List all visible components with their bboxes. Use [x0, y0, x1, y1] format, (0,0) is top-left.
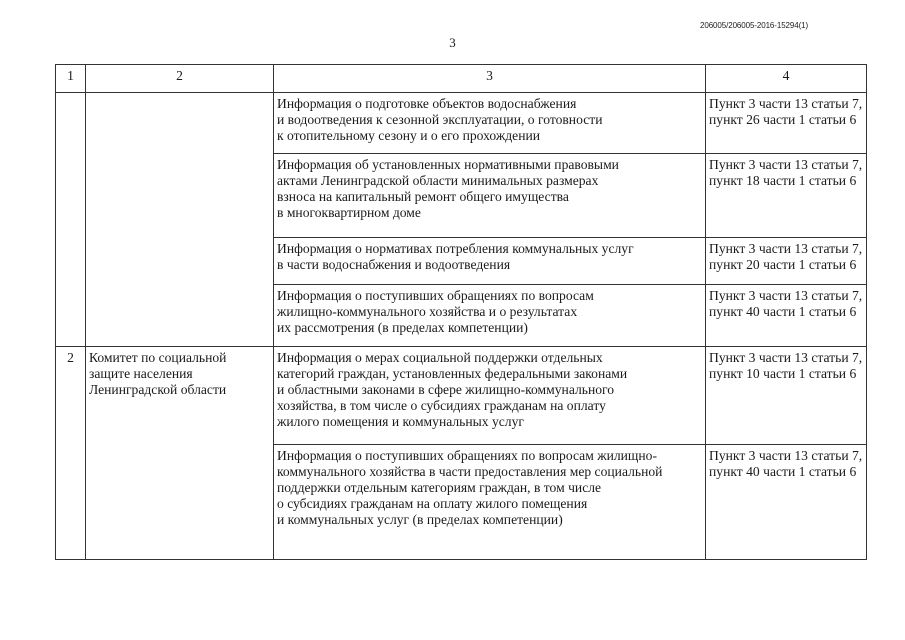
- header-cell-1: 1: [56, 65, 86, 93]
- header-cell-2: 2: [86, 65, 274, 93]
- basis-cell: Пункт 3 части 13 статьи 7, пункт 20 части 1 статьи 6: [706, 238, 867, 285]
- table-row: [56, 347, 867, 445]
- basis-cell: Пункт 3 части 13 статьи 7, пункт 40 части 1 статьи 6: [706, 445, 867, 560]
- committee-cell: [86, 93, 274, 347]
- committee-cell: Комитет по социальной защите населения Ленинградской области: [86, 347, 274, 560]
- basis-cell: Пункт 3 части 13 статьи 7, пункт 26 части 1 статьи 6: [706, 93, 867, 154]
- row-number-cell: [56, 93, 86, 347]
- document-id: 206005/206005-2016-15294(1): [700, 21, 809, 30]
- info-cell: Информация о поступивших обращениях по вопросам жилищно- коммунального хозяйства в части предоставления мер социальной поддержки отдельным категориям граждан, в том числе о субсидиях гражданам на оплату жилого помещения и коммунальных услуг (в пределах компетенции): [274, 445, 706, 560]
- info-cell: Информация о поступивших обращениях по вопросам жилищно-коммунального хозяйства и о результатах их рассмотрения (в пределах компетенции): [274, 285, 706, 347]
- header-cell-3: 3: [274, 65, 706, 93]
- info-cell: Информация об установленных нормативными правовыми актами Ленинградской области минимальных размерах взноса на капитальный ремонт общего имущества в многоквартирном доме: [274, 154, 706, 238]
- basis-cell: Пункт 3 части 13 статьи 7, пункт 10 части 1 статьи 6: [706, 347, 867, 445]
- header-cell-4: 4: [706, 65, 867, 93]
- basis-cell: Пункт 3 части 13 статьи 7, пункт 40 части 1 статьи 6: [706, 285, 867, 347]
- basis-cell: Пункт 3 части 13 статьи 7, пункт 18 части 1 статьи 6: [706, 154, 867, 238]
- table-row: [56, 93, 867, 154]
- info-cell: Информация о мерах социальной поддержки отдельных категорий граждан, установленных федеральными законами и областными законами в сфере жилищно-коммунального хозяйства, в том числе о субсидиях гражданам на оплату жилого помещения и коммунальных услуг: [274, 347, 706, 445]
- row-number-cell: 2: [56, 347, 86, 560]
- table-header-row: [56, 65, 867, 93]
- info-cell: Информация о подготовке объектов водоснабжения и водоотведения к сезонной эксплуатации, о готовности к отопительному сезону и о его прохождении: [274, 93, 706, 154]
- page-number: 3: [449, 35, 456, 50]
- info-cell: Информация о нормативах потребления коммунальных услуг в части водоснабжения и водоотведения: [274, 238, 706, 285]
- information-table: [55, 64, 867, 560]
